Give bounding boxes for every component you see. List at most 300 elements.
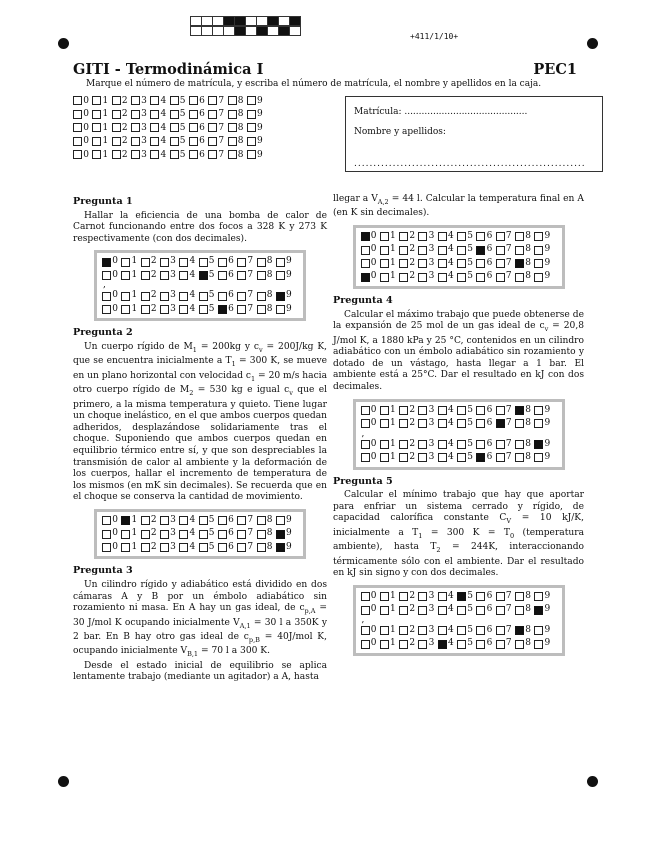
checkbox[interactable] <box>228 110 237 119</box>
digit-option[interactable] <box>476 439 492 451</box>
checkbox[interactable] <box>121 258 130 267</box>
digit-option[interactable] <box>496 439 512 451</box>
digit-option[interactable] <box>112 150 128 160</box>
digit-option[interactable] <box>208 123 224 133</box>
digit-option[interactable] <box>457 604 473 616</box>
checkbox[interactable] <box>228 150 237 159</box>
digit-option[interactable] <box>237 515 253 527</box>
digit-option[interactable] <box>418 439 434 451</box>
checkbox[interactable] <box>399 406 408 415</box>
digit-option[interactable] <box>179 256 195 268</box>
checkbox[interactable] <box>418 273 427 282</box>
checkbox[interactable] <box>438 440 447 449</box>
checkbox[interactable] <box>179 258 188 267</box>
checkbox[interactable] <box>418 640 427 649</box>
digit-option[interactable] <box>418 604 434 616</box>
digit-option[interactable] <box>208 109 224 119</box>
digit-option[interactable] <box>131 109 147 119</box>
digit-option[interactable] <box>189 150 205 160</box>
digit-option[interactable] <box>438 591 454 603</box>
checkbox[interactable] <box>457 440 466 449</box>
checkbox[interactable] <box>112 150 121 159</box>
digit-option[interactable] <box>515 258 531 270</box>
digit-option[interactable] <box>496 604 512 616</box>
checkbox[interactable] <box>476 453 485 462</box>
digit-option[interactable] <box>534 452 550 464</box>
checkbox[interactable] <box>160 292 169 301</box>
checkbox[interactable] <box>208 150 217 159</box>
digit-option[interactable] <box>534 231 550 243</box>
digit-option[interactable] <box>257 256 273 268</box>
digit-option[interactable] <box>92 150 108 160</box>
digit-option[interactable] <box>361 452 377 464</box>
digit-option[interactable] <box>380 258 396 270</box>
checkbox[interactable] <box>121 543 130 552</box>
digit-option[interactable] <box>399 439 415 451</box>
checkbox[interactable] <box>515 273 524 282</box>
digit-option[interactable] <box>208 136 224 146</box>
digit-option[interactable] <box>457 591 473 603</box>
checkbox[interactable] <box>438 273 447 282</box>
digit-option[interactable] <box>380 604 396 616</box>
checkbox[interactable] <box>496 453 505 462</box>
checkbox[interactable] <box>399 592 408 601</box>
checkbox[interactable] <box>438 640 447 649</box>
checkbox[interactable] <box>112 123 121 132</box>
digit-option[interactable] <box>121 270 137 282</box>
digit-option[interactable] <box>476 244 492 256</box>
checkbox[interactable] <box>476 232 485 241</box>
checkbox[interactable] <box>160 258 169 267</box>
checkbox[interactable] <box>418 606 427 615</box>
digit-option[interactable] <box>160 542 176 554</box>
digit-option[interactable] <box>73 150 89 160</box>
digit-option[interactable] <box>515 638 531 650</box>
digit-option[interactable] <box>199 304 215 316</box>
digit-option[interactable] <box>438 638 454 650</box>
checkbox[interactable] <box>160 516 169 525</box>
digit-option[interactable] <box>380 452 396 464</box>
checkbox[interactable] <box>208 96 217 105</box>
checkbox[interactable] <box>131 150 140 159</box>
digit-option[interactable] <box>457 405 473 417</box>
q5-answer-grid[interactable] <box>353 585 565 656</box>
checkbox[interactable] <box>418 453 427 462</box>
checkbox[interactable] <box>534 453 543 462</box>
checkbox[interactable] <box>160 543 169 552</box>
digit-option[interactable] <box>457 271 473 283</box>
checkbox[interactable] <box>496 232 505 241</box>
checkbox[interactable] <box>179 271 188 280</box>
checkbox[interactable] <box>361 626 370 635</box>
checkbox[interactable] <box>237 543 246 552</box>
digit-option[interactable] <box>160 256 176 268</box>
checkbox[interactable] <box>199 516 208 525</box>
digit-option[interactable] <box>141 290 157 302</box>
checkbox[interactable] <box>237 530 246 539</box>
digit-option[interactable] <box>399 591 415 603</box>
checkbox[interactable] <box>170 123 179 132</box>
matricula-field[interactable]: Matrícula: ........................................... <box>354 107 528 117</box>
digit-option[interactable] <box>515 452 531 464</box>
digit-option[interactable] <box>361 625 377 637</box>
digit-option[interactable] <box>247 150 263 160</box>
digit-option[interactable] <box>218 515 234 527</box>
digit-option[interactable] <box>150 136 166 146</box>
digit-option[interactable] <box>380 418 396 430</box>
digit-option[interactable] <box>534 271 550 283</box>
checkbox[interactable] <box>399 246 408 255</box>
checkbox[interactable] <box>276 258 285 267</box>
digit-option[interactable] <box>237 542 253 554</box>
id-box[interactable] <box>345 96 603 172</box>
digit-option[interactable] <box>476 625 492 637</box>
checkbox[interactable] <box>247 150 256 159</box>
checkbox[interactable] <box>476 246 485 255</box>
checkbox[interactable] <box>399 232 408 241</box>
checkbox[interactable] <box>189 123 198 132</box>
digit-option[interactable] <box>534 591 550 603</box>
checkbox[interactable] <box>228 123 237 132</box>
checkbox[interactable] <box>73 123 82 132</box>
checkbox[interactable] <box>73 150 82 159</box>
digit-option[interactable] <box>199 528 215 540</box>
checkbox[interactable] <box>361 259 370 268</box>
checkbox[interactable] <box>112 137 121 146</box>
digit-option[interactable] <box>438 439 454 451</box>
digit-option[interactable] <box>361 244 377 256</box>
digit-option[interactable] <box>496 405 512 417</box>
digit-option[interactable] <box>218 528 234 540</box>
checkbox[interactable] <box>380 232 389 241</box>
checkbox[interactable] <box>515 246 524 255</box>
checkbox[interactable] <box>399 440 408 449</box>
digit-option[interactable] <box>457 244 473 256</box>
checkbox[interactable] <box>534 246 543 255</box>
checkbox[interactable] <box>534 626 543 635</box>
checkbox[interactable] <box>476 419 485 428</box>
q1-answer-grid[interactable] <box>94 250 306 321</box>
checkbox[interactable] <box>92 110 101 119</box>
digit-option[interactable] <box>380 439 396 451</box>
digit-option[interactable] <box>160 528 176 540</box>
digit-option[interactable] <box>476 258 492 270</box>
digit-option[interactable] <box>361 591 377 603</box>
digit-option[interactable] <box>150 123 166 133</box>
digit-option[interactable] <box>380 244 396 256</box>
digit-option[interactable] <box>131 150 147 160</box>
checkbox[interactable] <box>73 96 82 105</box>
checkbox[interactable] <box>457 419 466 428</box>
checkbox[interactable] <box>150 96 159 105</box>
digit-option[interactable] <box>92 123 108 133</box>
digit-option[interactable] <box>247 136 263 146</box>
digit-option[interactable] <box>515 231 531 243</box>
digit-option[interactable] <box>418 591 434 603</box>
digit-option[interactable] <box>534 405 550 417</box>
digit-option[interactable] <box>237 290 253 302</box>
digit-option[interactable] <box>257 542 273 554</box>
checkbox[interactable] <box>476 626 485 635</box>
checkbox[interactable] <box>199 258 208 267</box>
digit-option[interactable] <box>160 515 176 527</box>
checkbox[interactable] <box>218 271 227 280</box>
checkbox[interactable] <box>218 258 227 267</box>
digit-option[interactable] <box>276 528 292 540</box>
digit-option[interactable] <box>476 418 492 430</box>
digit-option[interactable] <box>399 244 415 256</box>
checkbox[interactable] <box>112 110 121 119</box>
checkbox[interactable] <box>515 626 524 635</box>
digit-option[interactable] <box>399 258 415 270</box>
checkbox[interactable] <box>218 543 227 552</box>
checkbox[interactable] <box>112 96 121 105</box>
checkbox[interactable] <box>534 406 543 415</box>
digit-option[interactable] <box>361 231 377 243</box>
digit-option[interactable] <box>102 290 118 302</box>
digit-option[interactable] <box>102 256 118 268</box>
checkbox[interactable] <box>218 305 227 314</box>
checkbox[interactable] <box>276 271 285 280</box>
checkbox[interactable] <box>457 259 466 268</box>
digit-option[interactable] <box>399 625 415 637</box>
checkbox[interactable] <box>476 440 485 449</box>
checkbox[interactable] <box>361 453 370 462</box>
checkbox[interactable] <box>237 516 246 525</box>
checkbox[interactable] <box>141 271 150 280</box>
digit-option[interactable] <box>496 625 512 637</box>
checkbox[interactable] <box>141 258 150 267</box>
checkbox[interactable] <box>247 110 256 119</box>
digit-option[interactable] <box>102 515 118 527</box>
q4-answer-grid[interactable] <box>353 399 565 470</box>
checkbox[interactable] <box>189 110 198 119</box>
checkbox[interactable] <box>457 606 466 615</box>
checkbox[interactable] <box>476 606 485 615</box>
digit-option[interactable] <box>112 96 128 106</box>
checkbox[interactable] <box>399 626 408 635</box>
checkbox[interactable] <box>247 96 256 105</box>
checkbox[interactable] <box>361 246 370 255</box>
digit-option[interactable] <box>418 638 434 650</box>
digit-option[interactable] <box>228 96 244 106</box>
digit-option[interactable] <box>438 604 454 616</box>
digit-option[interactable] <box>102 304 118 316</box>
checkbox[interactable] <box>276 292 285 301</box>
checkbox[interactable] <box>141 543 150 552</box>
checkbox[interactable] <box>73 110 82 119</box>
digit-option[interactable] <box>438 418 454 430</box>
checkbox[interactable] <box>92 96 101 105</box>
digit-option[interactable] <box>534 258 550 270</box>
digit-option[interactable] <box>170 150 186 160</box>
checkbox[interactable] <box>496 273 505 282</box>
digit-option[interactable] <box>457 231 473 243</box>
checkbox[interactable] <box>380 273 389 282</box>
checkbox[interactable] <box>170 96 179 105</box>
digit-option[interactable] <box>237 270 253 282</box>
digit-option[interactable] <box>418 405 434 417</box>
digit-option[interactable] <box>457 258 473 270</box>
checkbox[interactable] <box>218 292 227 301</box>
digit-option[interactable] <box>150 96 166 106</box>
checkbox[interactable] <box>496 626 505 635</box>
digit-option[interactable] <box>438 244 454 256</box>
digit-option[interactable] <box>92 96 108 106</box>
checkbox[interactable] <box>380 640 389 649</box>
digit-option[interactable] <box>228 150 244 160</box>
checkbox[interactable] <box>102 516 111 525</box>
digit-option[interactable] <box>380 271 396 283</box>
checkbox[interactable] <box>199 530 208 539</box>
digit-option[interactable] <box>496 418 512 430</box>
checkbox[interactable] <box>131 96 140 105</box>
digit-option[interactable] <box>438 258 454 270</box>
checkbox[interactable] <box>380 592 389 601</box>
digit-option[interactable] <box>160 304 176 316</box>
checkbox[interactable] <box>515 440 524 449</box>
checkbox[interactable] <box>131 110 140 119</box>
digit-option[interactable] <box>399 418 415 430</box>
checkbox[interactable] <box>247 137 256 146</box>
digit-option[interactable] <box>418 271 434 283</box>
digit-option[interactable] <box>515 625 531 637</box>
checkbox[interactable] <box>380 406 389 415</box>
digit-option[interactable] <box>399 452 415 464</box>
digit-option[interactable] <box>247 109 263 119</box>
digit-option[interactable] <box>457 418 473 430</box>
checkbox[interactable] <box>534 259 543 268</box>
digit-option[interactable] <box>92 109 108 119</box>
digit-option[interactable] <box>380 231 396 243</box>
checkbox[interactable] <box>276 516 285 525</box>
digit-option[interactable] <box>189 136 205 146</box>
digit-option[interactable] <box>534 418 550 430</box>
checkbox[interactable] <box>496 246 505 255</box>
checkbox[interactable] <box>170 137 179 146</box>
digit-option[interactable] <box>218 304 234 316</box>
checkbox[interactable] <box>418 419 427 428</box>
checkbox[interactable] <box>102 292 111 301</box>
digit-option[interactable] <box>457 452 473 464</box>
digit-option[interactable] <box>218 256 234 268</box>
digit-option[interactable] <box>534 244 550 256</box>
checkbox[interactable] <box>418 406 427 415</box>
digit-option[interactable] <box>476 231 492 243</box>
checkbox[interactable] <box>179 305 188 314</box>
digit-option[interactable] <box>73 136 89 146</box>
digit-option[interactable] <box>141 515 157 527</box>
digit-option[interactable] <box>515 244 531 256</box>
digit-option[interactable] <box>476 638 492 650</box>
digit-option[interactable] <box>476 591 492 603</box>
digit-option[interactable] <box>141 528 157 540</box>
checkbox[interactable] <box>476 406 485 415</box>
q2-answer-grid[interactable] <box>94 509 306 560</box>
checkbox[interactable] <box>150 150 159 159</box>
checkbox[interactable] <box>247 123 256 132</box>
checkbox[interactable] <box>399 419 408 428</box>
checkbox[interactable] <box>438 626 447 635</box>
checkbox[interactable] <box>380 606 389 615</box>
digit-option[interactable] <box>257 304 273 316</box>
checkbox[interactable] <box>438 246 447 255</box>
digit-option[interactable] <box>276 515 292 527</box>
digit-option[interactable] <box>247 96 263 106</box>
digit-option[interactable] <box>102 528 118 540</box>
digit-option[interactable] <box>457 439 473 451</box>
digit-option[interactable] <box>121 304 137 316</box>
checkbox[interactable] <box>257 258 266 267</box>
checkbox[interactable] <box>257 530 266 539</box>
checkbox[interactable] <box>399 273 408 282</box>
digit-option[interactable] <box>257 290 273 302</box>
checkbox[interactable] <box>438 606 447 615</box>
digit-option[interactable] <box>418 258 434 270</box>
checkbox[interactable] <box>438 419 447 428</box>
checkbox[interactable] <box>418 440 427 449</box>
digit-option[interactable] <box>361 271 377 283</box>
digit-option[interactable] <box>361 638 377 650</box>
checkbox[interactable] <box>534 273 543 282</box>
checkbox[interactable] <box>141 530 150 539</box>
digit-option[interactable] <box>515 418 531 430</box>
digit-option[interactable] <box>189 96 205 106</box>
digit-option[interactable] <box>112 136 128 146</box>
checkbox[interactable] <box>438 232 447 241</box>
digit-option[interactable] <box>457 625 473 637</box>
q3-answer-grid[interactable] <box>353 225 565 289</box>
checkbox[interactable] <box>496 419 505 428</box>
checkbox[interactable] <box>496 606 505 615</box>
checkbox[interactable] <box>418 259 427 268</box>
checkbox[interactable] <box>515 419 524 428</box>
checkbox[interactable] <box>237 271 246 280</box>
checkbox[interactable] <box>208 123 217 132</box>
checkbox[interactable] <box>515 406 524 415</box>
digit-option[interactable] <box>121 290 137 302</box>
digit-option[interactable] <box>361 405 377 417</box>
checkbox[interactable] <box>496 440 505 449</box>
digit-option[interactable] <box>73 123 89 133</box>
checkbox[interactable] <box>179 530 188 539</box>
digit-option[interactable] <box>170 136 186 146</box>
checkbox[interactable] <box>476 273 485 282</box>
digit-option[interactable] <box>150 109 166 119</box>
checkbox[interactable] <box>496 592 505 601</box>
digit-option[interactable] <box>438 231 454 243</box>
digit-option[interactable] <box>150 150 166 160</box>
checkbox[interactable] <box>515 232 524 241</box>
checkbox[interactable] <box>457 626 466 635</box>
digit-option[interactable] <box>121 542 137 554</box>
checkbox[interactable] <box>189 96 198 105</box>
checkbox[interactable] <box>179 292 188 301</box>
digit-option[interactable] <box>399 271 415 283</box>
checkbox[interactable] <box>189 137 198 146</box>
digit-option[interactable] <box>438 271 454 283</box>
digit-option[interactable] <box>534 439 550 451</box>
digit-option[interactable] <box>179 270 195 282</box>
checkbox[interactable] <box>361 406 370 415</box>
checkbox[interactable] <box>150 123 159 132</box>
checkbox[interactable] <box>160 271 169 280</box>
checkbox[interactable] <box>131 123 140 132</box>
digit-option[interactable] <box>276 304 292 316</box>
checkbox[interactable] <box>361 440 370 449</box>
checkbox[interactable] <box>160 305 169 314</box>
digit-option[interactable] <box>160 270 176 282</box>
